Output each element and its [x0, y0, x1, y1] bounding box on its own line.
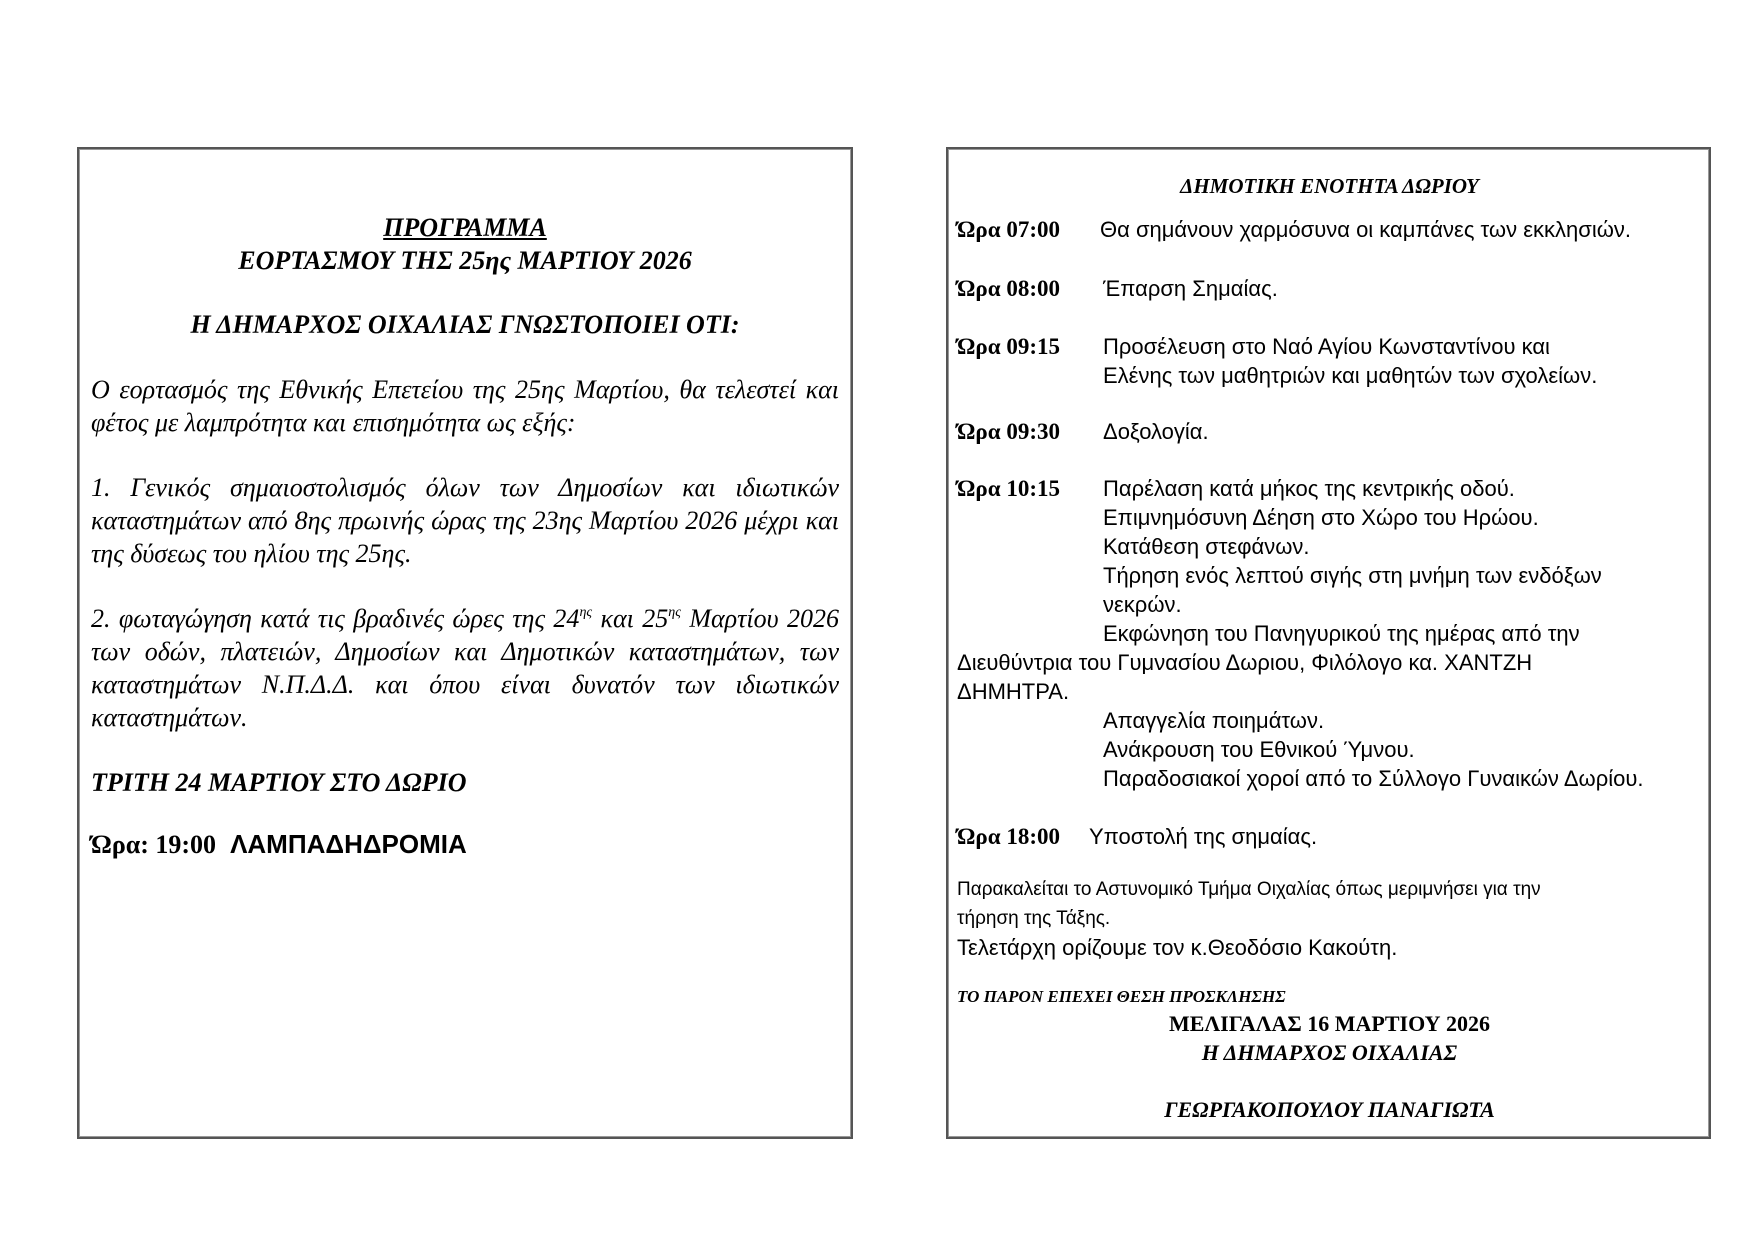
time-0700: Ώρα 07:00 [957, 217, 1060, 242]
right-panel [946, 147, 1711, 1139]
schedule-row-0700 [957, 215, 1702, 244]
title-text: ΠΡΟΓΡΑΜΜΑ [383, 213, 547, 242]
left-content [91, 211, 839, 861]
announce-heading: Η ΔΗΜΑΡΧΟΣ ΟΙΧΑΛΙΑΣ ΓΝΩΣΤΟΠΟΙΕΙ ΟΤΙ: [190, 310, 740, 339]
event-1015-line9: Απαγγελία ποιημάτων. [1103, 708, 1325, 733]
event-1015-line2: Επιμνημόσυνη Δέηση στο Χώρο του Ηρώου. [1103, 505, 1539, 530]
event-1015-line8: ΔΗΜΗΤΡΑ. [957, 679, 1070, 704]
police-notice-line1: Παρακαλείται το Αστυνομικό Τμήμα Οιχαλίας όπως μεριμνήσει για την [957, 879, 1541, 900]
district-heading: ΔΗΜΟΤΙΚΗ ΕΝΟΤΗΤΑ ΔΩΡΙΟΥ [1180, 174, 1479, 198]
event-0930: Δοξολογία. [1103, 419, 1209, 444]
event-0915-line2: Ελένης των μαθητριών και μαθητών των σχολείων. [1103, 363, 1598, 388]
left-panel [77, 147, 853, 1139]
torch-event: ΛΑΜΠΑΔΗΔΡΟΜΙΑ [230, 829, 467, 859]
item-2-part-a: 2. φωταγώγηση κατά τις βραδινές ώρες της 24 [91, 604, 580, 633]
program-subtitle: ΕΟΡΤΑΣΜΟΥ ΤΗΣ 25ης ΜΑΡΤΙΟΥ 2026 [238, 246, 692, 275]
event-1015-line11: Παραδοσιακοί χοροί από το Σύλλογο Γυναικών Δωρίου. [1103, 766, 1644, 791]
police-notice-line2: τήρηση της Τάξης. [957, 908, 1111, 929]
item-2-sup-1: ης [579, 605, 593, 620]
day-heading: ΤΡΙΤΗ 24 ΜΑΡΤΙΟΥ ΣΤΟ ΔΩΡΙΟ [91, 768, 467, 797]
event-1015-line3: Κατάθεση στεφάνων. [1103, 534, 1310, 559]
event-1800: Υποστολή της σημαίας. [1089, 824, 1318, 849]
torch-time-label: Ώρα: 19:00 [91, 830, 217, 859]
item-2 [91, 602, 839, 734]
event-0915-line1: Προσέλευση στο Ναό Αγίου Κωνσταντίνου και [1103, 334, 1550, 359]
item-2-sup-2: ης [668, 605, 681, 620]
intro-paragraph: Ο εορτασμός της Εθνικής Επετείου της 25ης Μαρτίου, θα τελεστεί και φέτος με λαμπρότητα και επισημότητα ως εξής: [91, 375, 839, 437]
signatory-name: ΓΕΩΡΓΑΚΟΠΟΥΛΟΥ ΠΑΝΑΓΙΩΤΑ [1164, 1097, 1495, 1122]
right-content [957, 173, 1702, 1124]
schedule-row-1015 [957, 474, 1702, 503]
schedule-row-0915 [957, 332, 1702, 361]
item-1: 1. Γενικός σημαιοστολισμός όλων των Δημοσίων και ιδιωτικών καταστημάτων από 8ης πρωινής ώρας της 23ης Μαρτίου 2026 μέχρι και της δύσεως του ηλίου της 25ης. [91, 473, 839, 568]
event-1015-line10: Ανάκρουση του Εθνικού Ύμνου. [1103, 737, 1415, 762]
signatory-title: Η ΔΗΜΑΡΧΟΣ ΟΙΧΑΛΙΑΣ [1201, 1040, 1458, 1065]
torch-relay-time [91, 828, 839, 861]
program-title [91, 211, 839, 244]
place-date: ΜΕΛΙΓΑΛΑΣ 16 ΜΑΡΤΙΟΥ 2026 [1168, 1011, 1491, 1036]
time-0800: Ώρα 08:00 [957, 276, 1060, 301]
invitation-note: ΤΟ ΠΑΡΟΝ ΕΠΕΧΕΙ ΘΕΣΗ ΠΡΟΣΚΛΗΣΗΣ [957, 987, 1286, 1006]
ceremony-officer: Τελετάρχη ορίζουμε τον κ.Θεοδόσιο Κακούτη. [957, 935, 1398, 960]
time-1800: Ώρα 18:00 [957, 824, 1060, 849]
schedule-row-0930 [957, 417, 1702, 446]
event-1015-line7: Διευθύντρια του Γυμνασίου Δωριου, Φιλόλογο κα. ΧΑΝΤΖΗ [957, 650, 1533, 675]
event-1015-line6: Εκφώνηση του Πανηγυρικού της ημέρας από την [1103, 621, 1580, 646]
event-1015-line4: Τήρηση ενός λεπτού σιγής στη μνήμη των ενδόξων [1103, 563, 1602, 588]
event-0700: Θα σημάνουν χαρμόσυνα οι καμπάνες των εκκλησιών. [1100, 217, 1632, 242]
time-0915: Ώρα 09:15 [957, 334, 1060, 359]
schedule-row-0800 [957, 274, 1702, 303]
event-1015-line5: νεκρών. [1103, 592, 1182, 617]
time-1015: Ώρα 10:15 [957, 476, 1060, 501]
item-2-part-c: Μαρτίου 2026 των οδών, πλατειών, Δημοσίων και Δημοτικών καταστημάτων, των καταστημάτων Ν.Π.Δ.Δ. και όπου είναι δυνατόν των ιδιωτικών καταστημάτων. [91, 604, 840, 732]
schedule-row-1800 [957, 822, 1702, 851]
item-2-part-b: και 25 [592, 604, 669, 633]
time-0930: Ώρα 09:30 [957, 419, 1060, 444]
event-1015-line1: Παρέλαση κατά μήκος της κεντρικής οδού. [1103, 476, 1515, 501]
event-0800: Έπαρση Σημαίας. [1103, 276, 1278, 301]
